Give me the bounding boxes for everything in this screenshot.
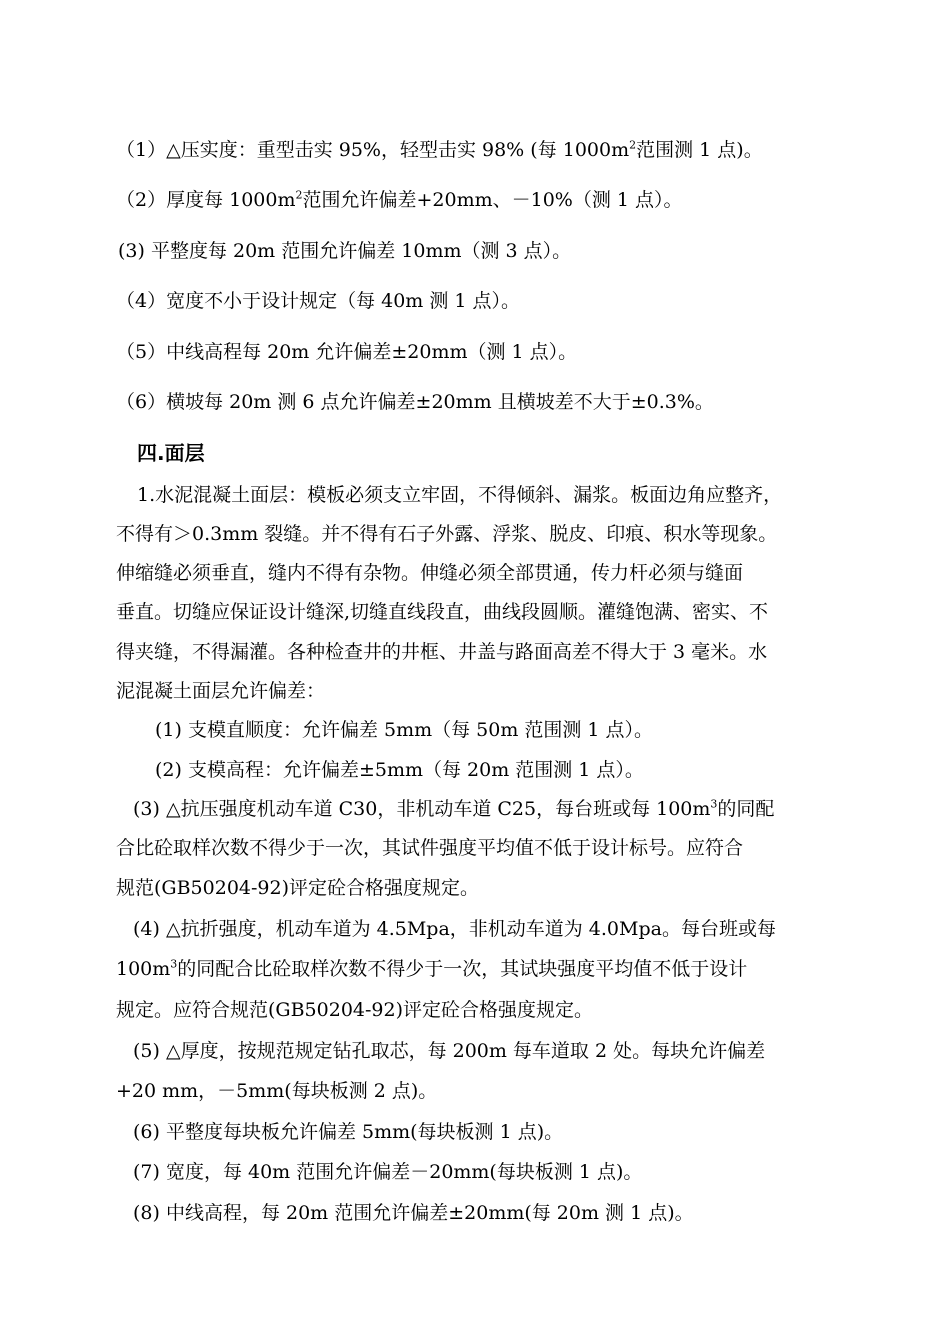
para1-line-3: 伸缩缝必须垂直，缝内不得有杂物。伸缝必须全部贯通，传力杆必须与缝面: [116, 562, 744, 584]
item-6: [116, 390, 714, 415]
section-heading: 四.面层: [137, 441, 205, 465]
para5-line-2: +20 mm，－5mm(每块板测 2 点)。: [116, 1080, 438, 1102]
item-1-text-end: 范围测 1 点)。: [636, 139, 763, 161]
para1-line-4: 垂直。切缝应保证设计缝深,切缝直线段直，曲线段圆顺。灌缝饱满、密实、不: [116, 601, 769, 623]
item-6-text: （6）横坡每 20m 测 6 点允许偏差±20mm 且横坡差不大于±0.3%。: [116, 391, 714, 413]
para3-sup: 3: [710, 797, 718, 811]
para3-line-3: 规范(GB50204-92)评定砼合格强度规定。: [116, 877, 480, 899]
item-4-text: （4）宽度不小于设计规定（每 40m 测 1 点）。: [116, 290, 521, 312]
para3-line-1: [133, 797, 774, 822]
item-4: [116, 289, 520, 314]
item-1-text: （1）△压实度：重型击实 95%，轻型击实 98% (每 1000m: [116, 139, 630, 161]
item-3: [118, 239, 571, 264]
item-5-text: （5）中线高程每 20m 允许偏差±20mm（测 1 点）。: [116, 341, 578, 363]
item-5: [116, 340, 577, 365]
para3-text-end: 的同配: [717, 798, 775, 820]
para4-sup: 3: [170, 957, 178, 971]
para8: (8) 中线高程，每 20m 范围允许偏差±20mm(每 20m 测 1 点)。: [133, 1202, 694, 1224]
para4-line-1: (4) △抗折强度，机动车道为 4.5Mpa，非机动车道为 4.0Mpa。每台班或每: [133, 918, 776, 940]
para1-line-1: 1.水泥混凝土面层：模板必须支立牢固，不得倾斜、漏浆。板面边角应整齐，: [137, 484, 783, 506]
para4-text: 100m: [116, 958, 171, 980]
item-2-sup: 2: [295, 188, 303, 202]
para3-text: (3) △抗压强度机动车道 C30，非机动车道 C25，每台班或每 100m: [133, 798, 711, 820]
sub-item-2: (2) 支模高程：允许偏差±5mm（每 20m 范围测 1 点）。: [155, 759, 644, 781]
para1-line-2: 不得有＞0.3mm 裂缝。并不得有石子外露、浮浆、脱皮、印痕、积水等现象。: [116, 523, 778, 545]
para4-text-end: 的同配合比砼取样次数不得少于一次，其试块强度平均值不低于设计: [177, 958, 748, 980]
item-3-text: (3) 平整度每 20m 范围允许偏差 10mm（测 3 点）。: [118, 240, 572, 262]
para1-line-6: 泥混凝土面层允许偏差：: [116, 680, 326, 702]
para3-line-2: 合比砼取样次数不得少于一次，其试件强度平均值不低于设计标号。应符合: [116, 837, 744, 859]
para6: (6) 平整度每块板允许偏差 5mm(每块板测 1 点)。: [133, 1121, 564, 1143]
item-2-text-end: 范围允许偏差+20mm、－10%（测 1 点）。: [302, 189, 683, 211]
item-1-sup: 2: [629, 138, 637, 152]
sub-item-1: (1) 支模直顺度：允许偏差 5mm（每 50m 范围测 1 点）。: [155, 719, 654, 741]
para1-line-5: 得夹缝，不得漏灌。各种检查井的井框、井盖与路面高差不得大于 3 毫米。水: [116, 641, 768, 663]
item-2-text: （2）厚度每 1000m: [116, 189, 296, 211]
para4-line-2: [116, 957, 747, 982]
para5-line-1: (5) △厚度，按规范规定钻孔取芯，每 200m 每车道取 2 处。每块允许偏差: [133, 1040, 766, 1062]
item-1: [116, 138, 763, 163]
para4-line-3: 规定。应符合规范(GB50204-92)评定砼合格强度规定。: [116, 999, 594, 1021]
para7: (7) 宽度，每 40m 范围允许偏差－20mm(每块板测 1 点)。: [133, 1161, 643, 1183]
item-2: [116, 188, 683, 213]
